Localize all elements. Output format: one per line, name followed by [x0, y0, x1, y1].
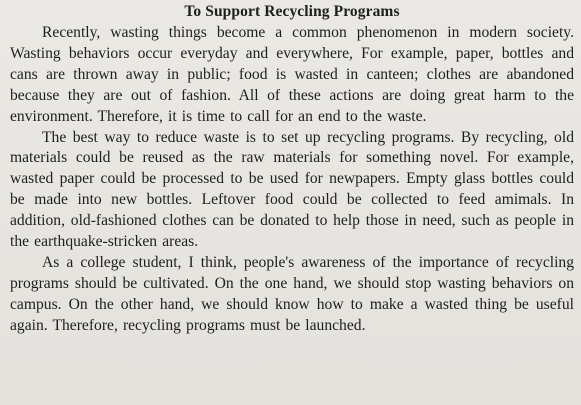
- paragraph-2: The best way to reduce waste is to set up recycling programs. By recycling, old materials could be reused as the raw materials for something novel. For example, wasted paper could be processed to be used for newpapers. Empty glass bottles could be made into new bottles. Leftover food could be collected to feed amimals. In addition, old-fashioned clothes can be donated to help those in need, such as people in the earthquake-stricken areas.: [10, 128, 574, 251]
- paragraph-1: Recently, wasting things become a common phenomenon in modern society. Wasting behaviors occur everyday and everywhere, For example, paper, bottles and cans are thrown away in public; food is wasted in canteen; clothes are abandoned because they are out of fashion. All of these actions are doing great harm to the environment. Therefore, it is time to call for an end to the waste.: [10, 24, 574, 125]
- paragraph-3: As a college student, I think, people's awareness of the importance of recycling programs should be cultivated. On the one hand, we should stop wasting behaviors on campus. On the other hand, we should know how to make a wasted thing be useful again. Therefore, recycling programs must be launched.: [10, 253, 574, 334]
- document-title: To Support Recycling Programs: [184, 3, 400, 20]
